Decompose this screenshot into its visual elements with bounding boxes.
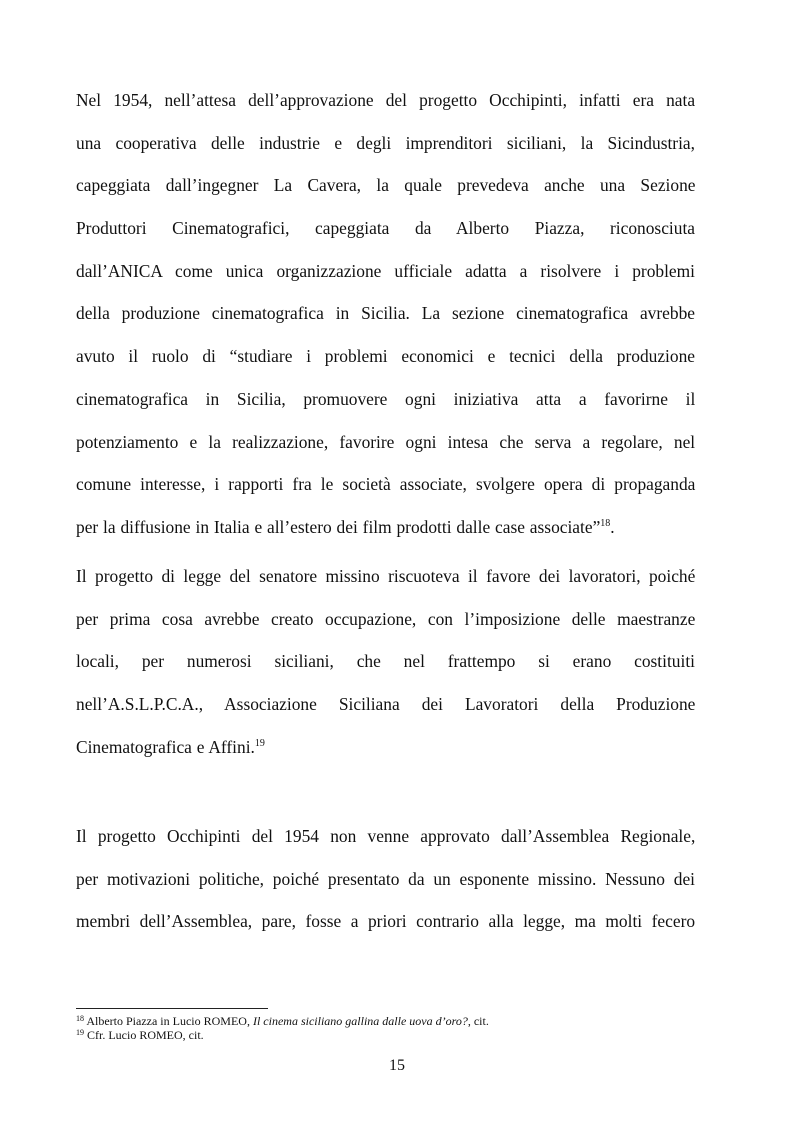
footnote-suffix: , cit. [467, 1014, 489, 1028]
text-line: per motivazioni politiche, poiché presentato da un esponente missino. Nessuno dei [76, 868, 695, 889]
text-line: della produzione cinematografica in Sicilia. La sezione cinematografica avrebbe [76, 303, 695, 324]
footnote-book-title: Il cinema siciliano gallina dalle uova d’oro? [252, 1014, 468, 1028]
text-line: dall’ANICA come unica organizzazione ufficiale adatta a risolvere i problemi [76, 260, 695, 281]
text-line: Il progetto di legge del senatore missino riscuoteva il favore dei lavoratori, poiché [76, 566, 696, 586]
text-line-last [76, 726, 695, 769]
text-line-content: Cinematografica e Affini. [76, 736, 255, 757]
paragraph-sicindustria [76, 79, 695, 549]
paragraph-aslpca [76, 555, 695, 768]
page-number: 15 [389, 1057, 405, 1074]
footnote-19 [76, 1028, 696, 1042]
text-line: per prima cosa avrebbe creato occupazione, con l’imposizione delle maestranze [76, 608, 696, 629]
footnote-prefix: Alberto Piazza in Lucio ROMEO, [84, 1014, 253, 1028]
text-line: Produttori Cinematografici, capeggiata da Alberto Piazza, riconosciuta [76, 218, 695, 239]
text-line: nell’A.S.L.P.C.A., Associazione Siciliana dei Lavoratori della Produzione [76, 694, 696, 715]
text-line: Nel 1954, nell’attesa dell’approvazione del progetto Occhipinti, infatti era nata [76, 90, 696, 110]
text-line-last [76, 506, 695, 549]
text-line: capeggiata dall’ingegner La Cavera, la quale prevedeva anche una Sezione [76, 175, 696, 196]
footnotes [76, 1014, 696, 1042]
text-line: membri dell’Assemblea, pare, fosse a priori contrario alla legge, ma molti fecero [76, 911, 696, 932]
text-line: comune interesse, i rapporti fra le società associate, svolgere opera di propaganda [76, 474, 696, 495]
footnote-18 [76, 1014, 696, 1028]
text-line: una cooperativa delle industrie e degli imprenditori siciliani, la Sicindustria, [76, 132, 695, 153]
footnote-divider [76, 1008, 268, 1009]
footnote-ref-19[interactable]: 19 [254, 737, 265, 749]
footnote-text: Cfr. Lucio ROMEO, cit. [84, 1028, 204, 1042]
text-line: locali, per numerosi siciliani, che nel frattempo si erano costituiti [76, 651, 695, 672]
sentence-end: . [610, 516, 615, 537]
text-line: potenziamento e la realizzazione, favorire ogni intesa che serva a regolare, nel [76, 431, 696, 452]
footnote-number: 18 [76, 1014, 84, 1023]
text-line: cinematografica in Sicilia, promuovere ogni iniziativa atta a favorirne il [76, 388, 696, 409]
footnote-number: 19 [76, 1028, 84, 1037]
text-line: Il progetto Occhipinti del 1954 non venne approvato dall’Assemblea Regionale, [76, 826, 696, 846]
footnote-ref-18[interactable]: 18 [600, 517, 611, 529]
text-line-content: per la diffusione in Italia e all’estero dei film prodotti dalle case associate” [76, 516, 601, 537]
paragraph-progetto-occhipinti [76, 815, 695, 943]
text-line: avuto il ruolo di “studiare i problemi economici e tecnici della produzione [76, 346, 695, 367]
